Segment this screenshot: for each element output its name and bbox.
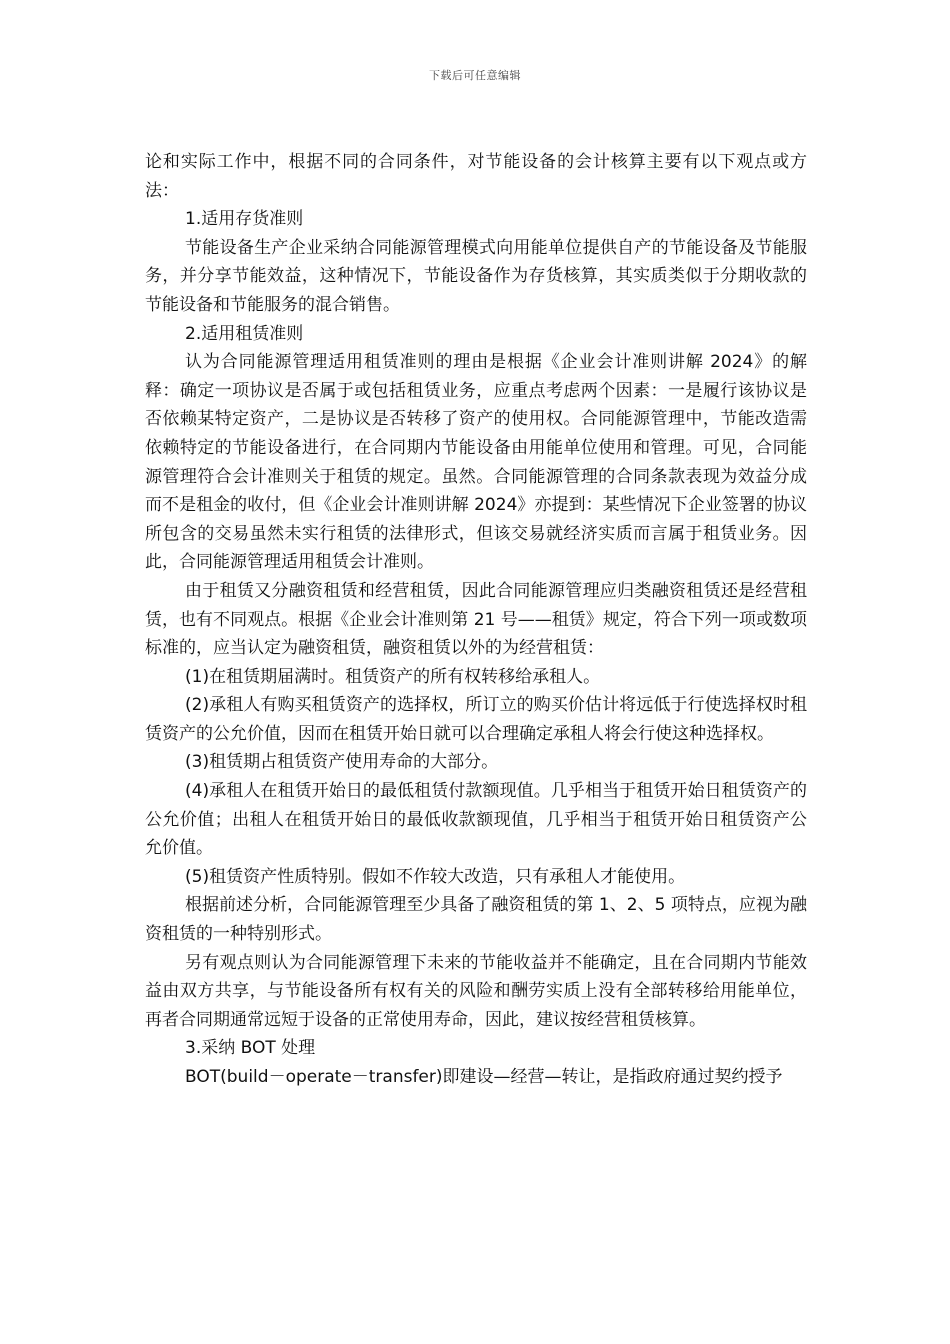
- section-heading-lease: 2.适用租赁准则: [185, 323, 304, 344]
- paragraph-lease-reason: 认为合同能源管理适用租赁准则的理由是根据《企业会计准则讲解 2024》的解释：确定一项协议是否属于或包括租赁业务，应重点考虑两个因素：一是履行该协议是否依赖某特定资产，二是协议是否转移了资产的使用权。合同能源管理中，节能改造需依赖特定的节能设备进行，在合同期内节能设备由用能单位使用和管理。可见，合同能源管理符合会计准则关于租赁的规定。虽然。合同能源管理的合同条款表现为效益分成而不是租金的收付，但《企业会计准则讲解 2024》亦提到：某些情况下企业签署的协议所包含的交易虽然未实行租赁的法律形式，但该交易就经济实质而言属于租赁业务。因此，合同能源管理适用租赁会计准则。: [145, 352, 807, 573]
- page-header: 下载后可任意编辑: [429, 69, 521, 82]
- list-item-criterion-1: (1)在租赁期届满时。租赁资产的所有权转移给承租人。: [185, 666, 601, 687]
- section-heading-bot: 3.采纳 BOT 处理: [185, 1038, 316, 1059]
- section-heading-inventory: 1.适用存货准则: [185, 209, 304, 230]
- list-item-criterion-2: (2)承租人有购买租赁资产的选择权，所订立的购买价估计将远低于行使选择权时租赁资产的公允价值，因而在租赁开始日就可以合理确定承租人将会行使这种选择权。: [145, 695, 807, 744]
- list-item-criterion-3: (3)租赁期占租赁资产使用寿命的大部分。: [185, 752, 499, 773]
- list-item-criterion-5: (5)租赁资产性质特别。假如不作较大改造，只有承租人才能使用。: [185, 866, 686, 887]
- paragraph-bot: BOT(build－operate－transfer)即建设—经营—转让，是指政府通过契约授予: [185, 1067, 783, 1087]
- list-item-criterion-4: (4)承租人在租赁开始日的最低租赁付款额现值。几乎相当于租赁开始日租赁资产的公允价值；出租人在租赁开始日的最低收款额现值，几乎相当于租赁开始日租赁资产公允价值。: [145, 781, 807, 859]
- paragraph-continuation: 论和实际工作中，根据不同的合同条件，对节能设备的会计核算主要有以下观点或方法：: [145, 152, 807, 201]
- paragraph-analysis: 根据前述分析，合同能源管理至少具备了融资租赁的第 1、2、5 项特点，应视为融资租赁的一种特别形式。: [145, 895, 807, 945]
- paragraph-inventory: 节能设备生产企业采纳合同能源管理模式向用能单位提供自产的节能设备及节能服务，并分享节能效益，这种情况下，节能设备作为存货核算，其实质类似于分期收款的节能设备和节能服务的混合销售。: [145, 237, 807, 315]
- document-body: [145, 148, 807, 1092]
- paragraph-lease-types: 由于租赁又分融资租赁和经营租赁，因此合同能源管理应归类融资租赁还是经营租赁，也有不同观点。根据《企业会计准则第 21 号——租赁》规定，符合下列一项或数项标准的，应当认定为融资租赁，融资租赁以外的为经营租赁：: [145, 580, 807, 659]
- paragraph-alternative-view: 另有观点则认为合同能源管理下未来的节能收益并不能确定，且在合同期内节能效益由双方共享，与节能设备所有权有关的风险和酬劳实质上没有全部转移给用能单位，再者合同期通常远短于设备的正常使用寿命，因此，建议按经营租赁核算。: [145, 952, 807, 1030]
